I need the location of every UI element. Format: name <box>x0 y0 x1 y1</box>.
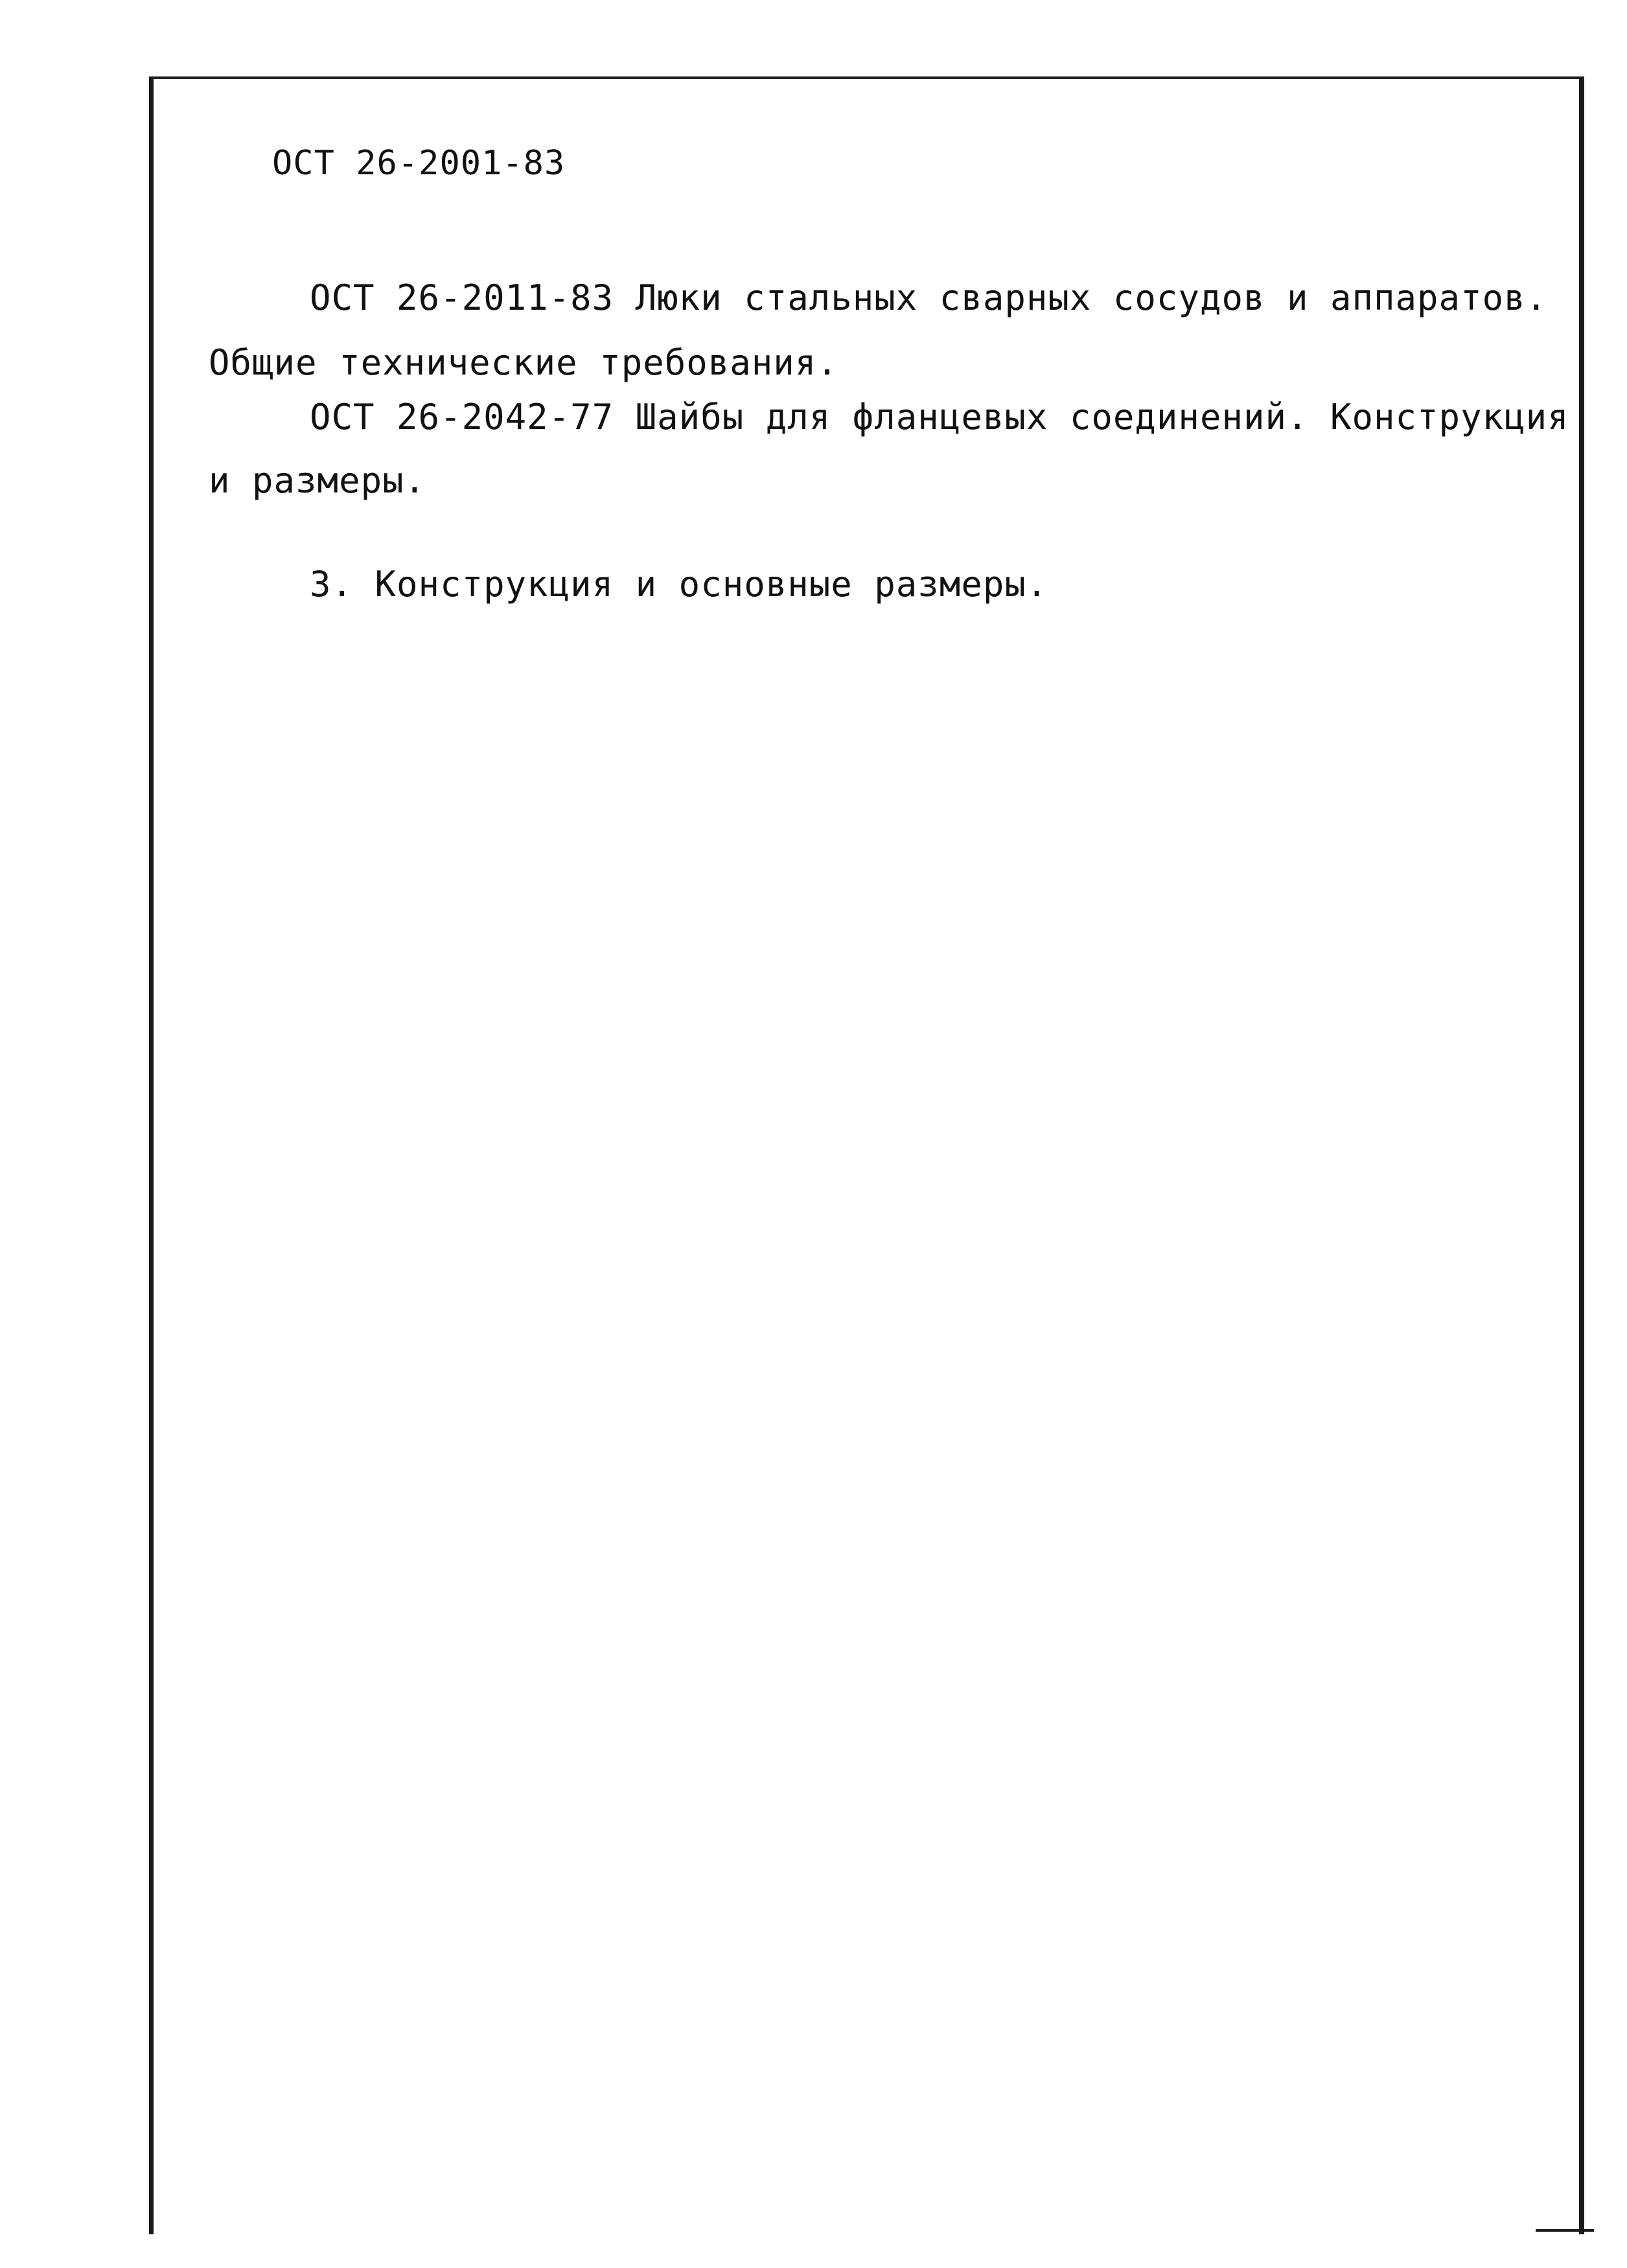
reference-1-line-1: ОСТ 26-2011-83 Люки стальных сварных сосудов и аппаратов. <box>310 277 1548 318</box>
reference-2-line-1: ОСТ 26-2042-77 Шайбы для фланцевых соединений. Конструкция <box>310 397 1569 437</box>
frame-corner-mark <box>1536 2229 1594 2232</box>
reference-1-line-2: Общие технические требования. <box>209 342 838 383</box>
document-code: ОСТ 26-2001-83 <box>272 144 566 183</box>
reference-2-line-2: и размеры. <box>209 460 426 501</box>
section-heading: 3. Конструкция и основные размеры. <box>310 564 1048 605</box>
